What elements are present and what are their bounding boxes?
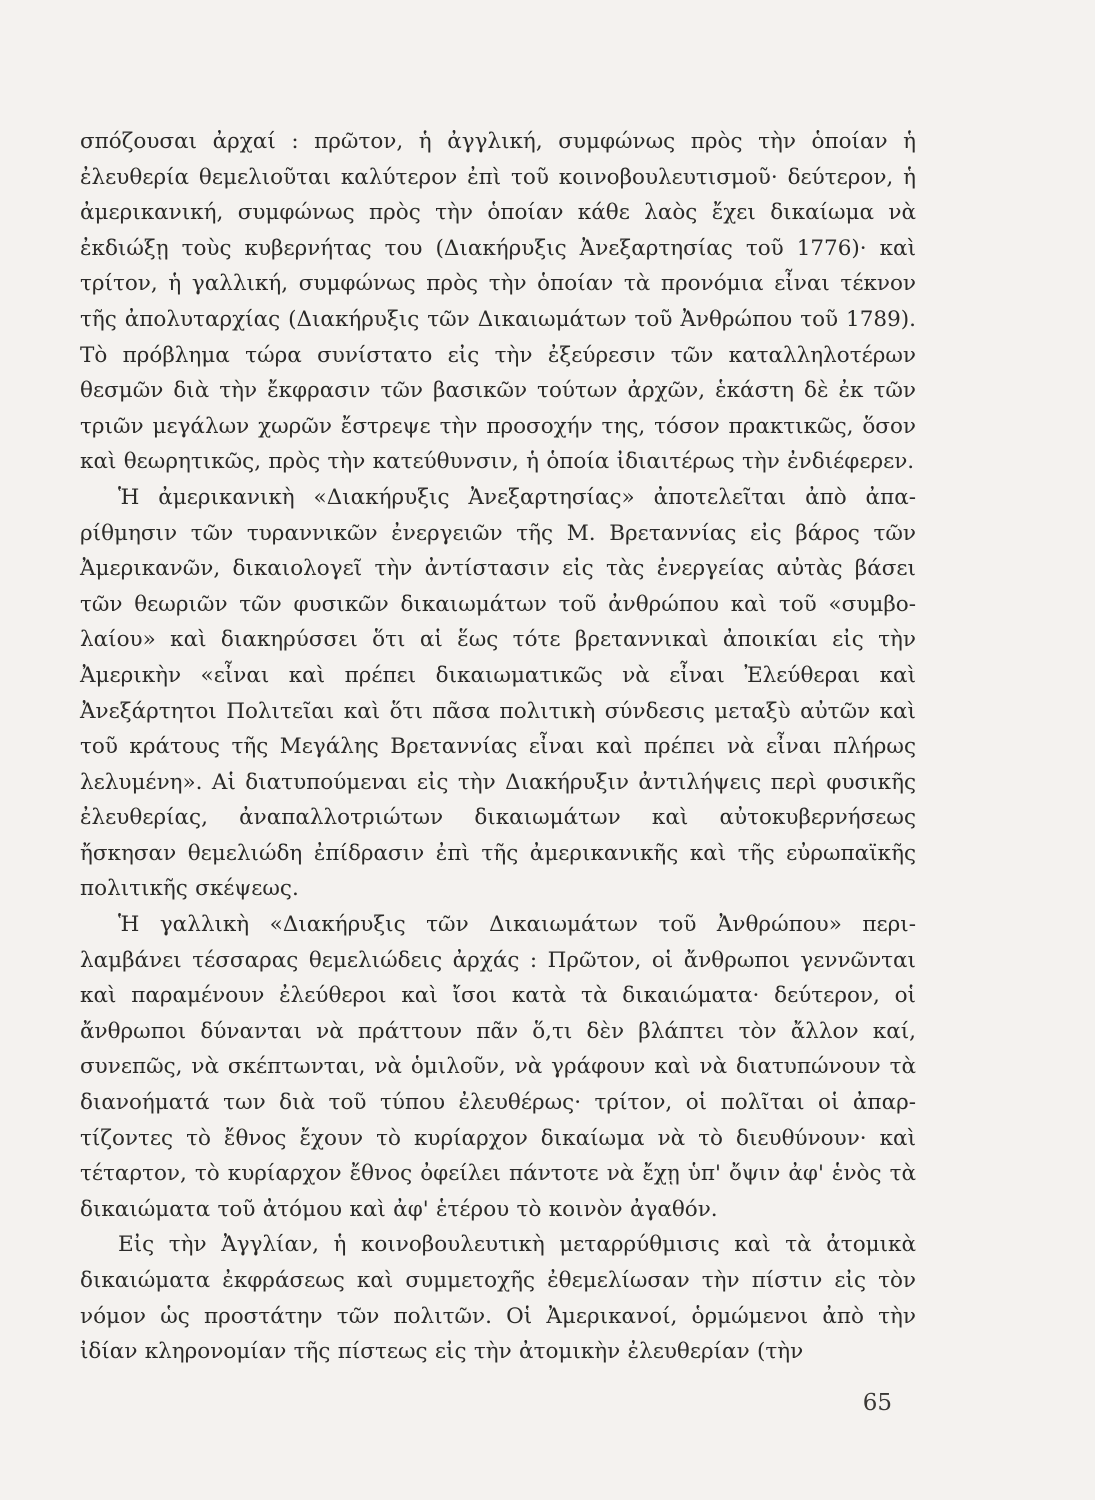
paragraph-principles: σπόζουσαι ἀρχαί : πρῶτον, ἡ ἀγγλική, συμφώνως πρὸς τὴν ὁποίαν ἡ ἐλευθερία θεμελιοῦται καλύτερον ἐπὶ τοῦ κοινοβουλευτισμοῦ· δεύτερον, ἡ ἀμερικανική, συμφώνως πρὸς τὴν ὁποίαν κάθε λαὸς ἔχει δικαίωμα νὰ ἐκδιώξῃ τοὺς κυβερνήτας του (Διακήρυξις Ἀνεξαρτησίας τοῦ 1776)· καὶ τρίτον, ἡ γαλλική, συμφώνως πρὸς τὴν ὁποίαν τὰ προνόμια εἶναι τέκνον τῆς ἀπολυταρχίας (Διακήρυξις τῶν Δικαιωμάτων τοῦ Ἀνθρώπου τοῦ 1789). Τὸ πρόβλημα τώρα συνίστατο εἰς τὴν ἐξεύρεσιν τῶν καταλληλοτέρων θεσμῶν διὰ τὴν ἔκφρασιν τῶν βασικῶν τούτων ἀρχῶν, ἑκάστη δὲ ἐκ τῶν τριῶν μεγάλων χωρῶν ἔστρεψε τὴν προσοχήν της, τόσον πρακτικῶς, ὅσον καὶ θεωρητικῶς, πρὸς τὴν κατεύθυνσιν, ἡ ὁποία ἰδιαιτέρως τὴν ἐνδιέφερεν. [80, 129, 916, 475]
paragraph-french-declaration: Ἡ γαλλικὴ «Διακήρυξις τῶν Δικαιωμάτων τοῦ Ἀνθρώπου» περιλαμβάνει τέσσαρας θεμελιώδεις ἀρχάς : Πρῶτον, οἱ ἄνθρωποι γεννῶνται καὶ παραμένουν ἐλεύθεροι καὶ ἴσοι κατὰ τὰ δικαιώματα· δεύτερον, οἱ ἄνθρωποι δύνανται νὰ πράττουν πᾶν ὅ,τι δὲν βλάπτει τὸν ἄλλον καί, συνεπῶς, νὰ σκέπτωνται, νὰ ὁμιλοῦν, νὰ γράφουν καὶ νὰ διατυπώνουν τὰ διανοήματά των διὰ τοῦ τύπου ἐλευθέρως· τρίτον, οἱ πολῖται οἱ ἀπαρτίζοντες τὸ ἔθνος ἔχουν τὸ κυρίαρχον δικαίωμα νὰ τὸ διευθύνουν· καὶ τέταρτον, τὸ κυρίαρχον ἔθνος ὀφείλει πάντοτε νὰ ἔχῃ ὑπ' ὄψιν ἀφ' ἑνὸς τὰ δικαιώματα τοῦ ἀτόμου καὶ ἀφ' ἑτέρου τὸ κοινὸν ἀγαθόν. [80, 912, 916, 1222]
paragraph-england: Εἰς τὴν Ἀγγλίαν, ἡ κοινοβουλευτικὴ μεταρρύθμισις καὶ τὰ ἀτομικὰ δικαιώματα ἐκφράσεως καὶ συμμετοχῆς ἐθεμελίωσαν τὴν πίστιν εἰς τὸν νόμον ὡς προστάτην τῶν πολιτῶν. Οἱ Ἀμερικανοί, ὁρμώμενοι ἀπὸ τὴν ἰδίαν κληρονομίαν τῆς πίστεως εἰς τὴν ἀτομικὴν ἐλευθερίαν (τὴν [80, 1232, 916, 1365]
body-text [80, 124, 916, 1370]
page-number: 65 [862, 1390, 892, 1416]
paragraph-american-declaration: Ἡ ἀμερικανικὴ «Διακήρυξις Ἀνεξαρτησίας» ἀποτελεῖται ἀπὸ ἀπαρίθμησιν τῶν τυραννικῶν ἐνεργειῶν τῆς Μ. Βρεταννίας εἰς βάρος τῶν Ἀμερικανῶν, δικαιολογεῖ τὴν ἀντίστασιν εἰς τὰς ἐνεργείας αὐτὰς βάσει τῶν θεωριῶν τῶν φυσικῶν δικαιωμάτων τοῦ ἀνθρώπου καὶ τοῦ «συμβολαίου» καὶ διακηρύσσει ὅτι αἱ ἕως τότε βρεταννικαὶ ἀποικίαι εἰς τὴν Ἀμερικὴν «εἶναι καὶ πρέπει δικαιωματικῶς νὰ εἶναι Ἐλεύθεραι καὶ Ἀνεξάρτητοι Πολιτεῖαι καὶ ὅτι πᾶσα πολιτικὴ σύνδεσις μεταξὺ αὐτῶν καὶ τοῦ κράτους τῆς Μεγάλης Βρεταννίας εἶναι καὶ πρέπει νὰ εἶναι πλήρως λελυμένη». Αἱ διατυπούμεναι εἰς τὴν Διακήρυξιν ἀντιλήψεις περὶ φυσικῆς ἐλευθερίας, ἀναπαλλοτριώτων δικαιωμάτων καὶ αὐτοκυβερνήσεως ἤσκησαν θεμελιώδη ἐπίδρασιν ἐπὶ τῆς ἀμερικανικῆς καὶ τῆς εὐρωπαϊκῆς πολιτικῆς σκέψεως. [80, 484, 916, 902]
